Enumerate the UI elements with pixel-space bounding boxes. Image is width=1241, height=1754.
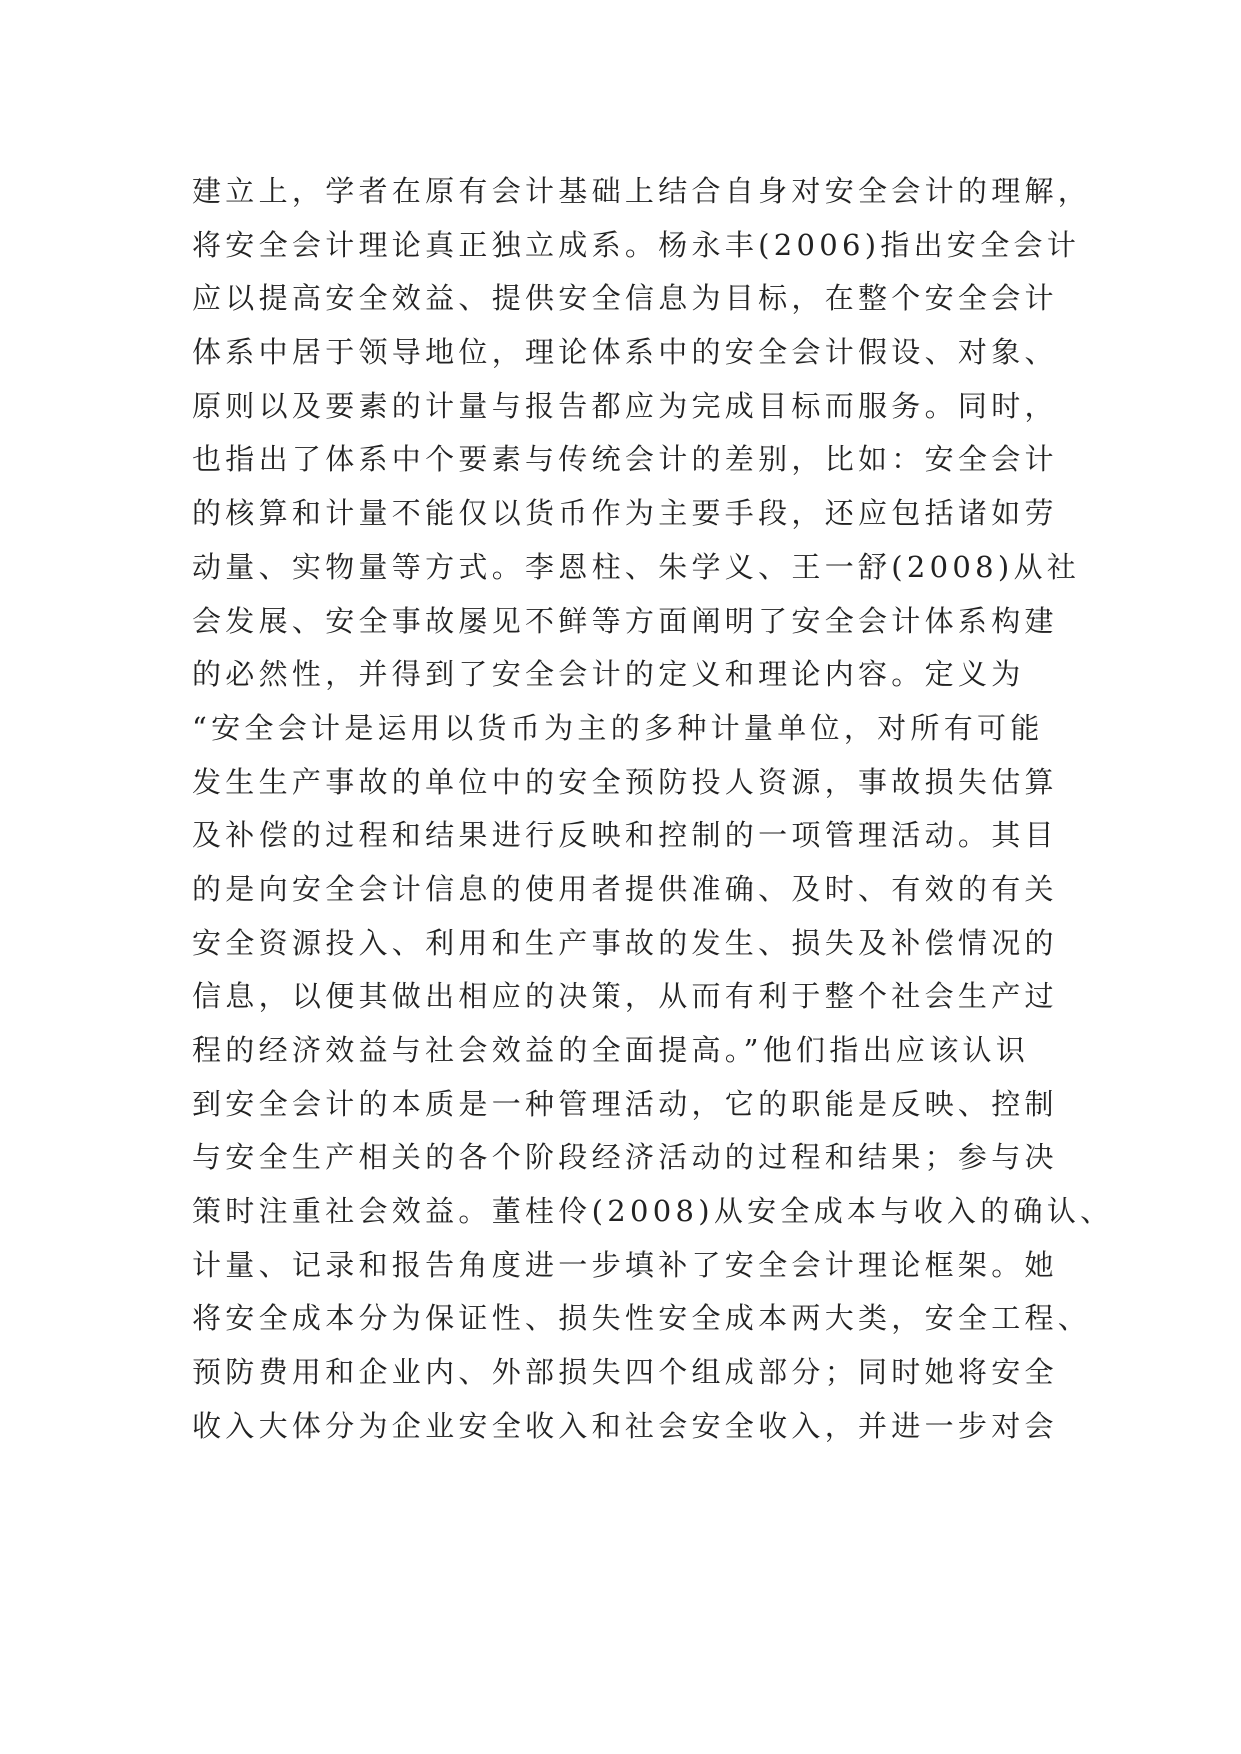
body-text	[192, 165, 1114, 1454]
text-line: 将安全成本分为保证性、损失性安全成本两大类，安全工程、	[192, 1301, 1092, 1336]
text-line: 安全资源投入、利用和生产事故的发生、损失及补偿情况的	[192, 925, 1058, 960]
text-line: 将安全会计理论真正独立成系。杨永丰(2006)指出安全会计	[192, 227, 1081, 262]
text-line: 体系中居于领导地位，理论体系中的安全会计假设、对象、	[192, 335, 1058, 370]
text-line: 收入大体分为企业安全收入和社会安全收入，并进一步对会	[192, 1408, 1058, 1443]
text-line: 应以提高安全效益、提供安全信息为目标，在整个安全会计	[192, 281, 1058, 316]
text-line: 预防费用和企业内、外部损失四个组成部分；同时她将安全	[192, 1355, 1058, 1390]
text-line: 的是向安全会计信息的使用者提供准确、及时、有效的有关	[192, 871, 1058, 906]
text-line: “安全会计是运用以货币为主的多种计量单位，对所有可能	[192, 710, 1044, 745]
text-line: 程的经济效益与社会效益的全面提高。”他们指出应该认识	[192, 1033, 1030, 1067]
text-line: 也指出了体系中个要素与传统会计的差别，比如：安全会计	[192, 442, 1058, 477]
text-line: 会发展、安全事故屡见不鲜等方面阐明了安全会计体系构建	[192, 603, 1058, 638]
text-line: 与安全生产相关的各个阶段经济活动的过程和结果；参与决	[192, 1140, 1058, 1175]
text-line: 发生生产事故的单位中的安全预防投人资源，事故损失估算	[192, 764, 1058, 799]
text-line: 的核算和计量不能仅以货币作为主要手段，还应包括诸如劳	[192, 496, 1058, 531]
text-line: 建立上，学者在原有会计基础上结合自身对安全会计的理解，	[192, 174, 1092, 208]
text-line: 动量、实物量等方式。李恩柱、朱学义、王一舒(2008)从社	[192, 549, 1081, 584]
text-line: 信息，以便其做出相应的决策，从而有利于整个社会生产过	[192, 979, 1058, 1014]
text-line: 策时注重社会效益。董桂伶(2008)从安全成本与收入的确认、	[192, 1194, 1114, 1229]
text-line: 计量、记录和报告角度进一步填补了安全会计理论框架。她	[192, 1247, 1058, 1282]
text-line: 的必然性，并得到了安全会计的定义和理论内容。定义为	[192, 657, 1025, 692]
text-line: 到安全会计的本质是一种管理活动，它的职能是反映、控制	[192, 1086, 1058, 1121]
text-line: 原则以及要素的计量与报告都应为完成目标而服务。同时，	[192, 388, 1058, 423]
text-line: 及补偿的过程和结果进行反映和控制的一项管理活动。其目	[192, 818, 1058, 853]
